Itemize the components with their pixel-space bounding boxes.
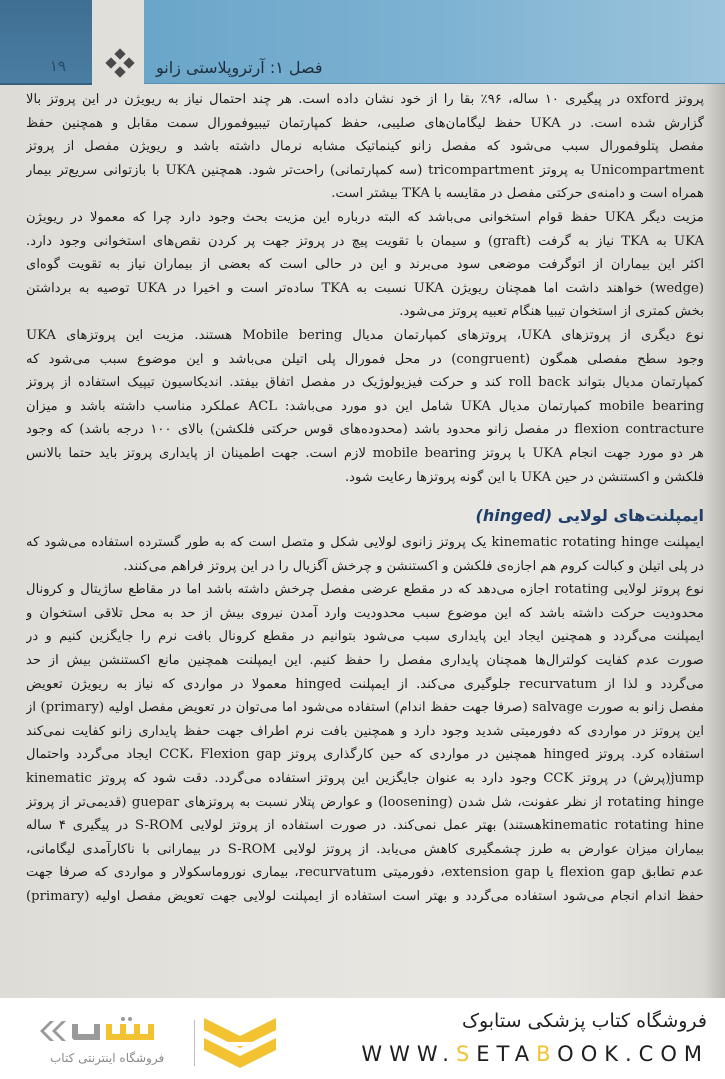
logo-tagline: فروشگاه اینترنتی کتاب: [50, 1051, 165, 1065]
text-line: استفاده کرد. پروتز hinged همچنین در مواردی که حین کارگذاری پروتز CCK، Flexion gap ایجاد می‌گردد واحتمال: [26, 747, 704, 763]
text-line: flexion contracture در مفصل زانو محدود باشد (محدوده‌های قوس حرکتی فلکشن) بالای ۱۰۰ درجه باشد) که وجود: [26, 422, 704, 438]
section-heading-en: (hinged): [475, 506, 553, 526]
text-line: mobile bearing کمپارتمان مدیال UKA شامل این دو مورد می‌باشد: ACL عملکرد مناسب داشته باشد و میزان: [26, 398, 704, 414]
text-line: صورت عدم کفایت کولترال‌ها همچنان پایداری مفصل را حفظ کنیم. این ایمپلنت همچنین مانع اکستنشن بیش از حد: [26, 653, 704, 669]
setabook-wordmark-icon: [36, 1016, 186, 1046]
diamond-ornament-icon: [104, 50, 136, 82]
text-line: گزارش شده است. در UKA حفظ لیگامان‌های صلیبی، حفظ کمپارتمان تیبیوفمورال سمت مقابل و همچنین حفظ: [26, 115, 704, 131]
setabook-chevron-logo-icon: [200, 1016, 280, 1068]
text-line: حفظ اندام انجام می‌شود استفاده می‌گردد و بهتر است استفاده از ایمپلنت لولایی جهت تعویض مفصل اولیه (primary): [26, 889, 704, 904]
url-part: OOK.COM: [557, 1042, 709, 1066]
shop-url[interactable]: [361, 1042, 709, 1066]
url-part: ETA: [476, 1042, 537, 1066]
text-line: نوع دیگری از پروتزهای UKA، پروتزهای کمپارتمان مدیال Mobile bering هستند. مزیت این پروتزهای UKA: [26, 327, 704, 343]
text-line: عدم تطابق flexion gap یا extension gap، دفورمیتی recurvatum، بیماری نوروماسکولار و مواردی که صرفا جهت: [26, 865, 704, 881]
text-line: این پروتز در مواردی که دفورمیتی شدید وجود دارد و همچنین بافت نرم اطراف جهت حفظ پایداری زانو کفایت نمی‌کند: [26, 723, 704, 739]
text-line: کمپارتمان مدیال بتواند roll back کند و حرکت فیزیولوژیک در مفصل اتفاق بیفتد. اندیکاسیون تیپیک استفاده از پروتز: [26, 375, 704, 391]
text-line: rotating hinge از نظر عفونت، شل شدن (loosening) و عوارض پتلار نسبت به پروتزهای guepar (قدیمی‌تر از پروتز: [26, 794, 704, 810]
text-line: UKA به TKA نیاز به گرفت (graft) و سیمان با تقویت پیچ در پروتز جهت پر کردن نقص‌های استخوانی وجود دارد.: [26, 233, 704, 249]
logo-divider: [194, 1020, 195, 1066]
text-line: در پلی اتیلن و کبالت کروم هم اجازه‌ی فلکشن و اکستنشن و چرخش آگزیال را در این پروتز فراهم می‌کنند.: [123, 558, 704, 574]
shop-name: فروشگاه کتاب پزشکی ستابوک: [461, 1010, 707, 1032]
text-line: نوع پروتز لولایی rotating اجازه می‌دهد که در مقطع عرضی مفصل چرخش داشته باشد اما در مقاطع ساژیتال و کرونال: [26, 582, 704, 598]
page-body: [26, 88, 704, 909]
paragraph-mobile-bearing: [26, 324, 704, 489]
paragraph-rotating-hinge: [26, 578, 704, 908]
text-line: kinematic rotating hineهستند) بهتر عمل نمی‌کند. در صورت استفاده از پروتز لولایی S-ROM در پیگیری ۴ ساله: [26, 818, 704, 834]
section-heading-fa: ایمپلنت‌های لولایی: [557, 506, 704, 526]
text-line: ایمپلنت می‌گردد و همچنین ایجاد این پایداری سبب می‌شود بتوانیم در مقطع کرونال بافت نرم را جایگزین کنیم و در: [26, 629, 704, 645]
url-part-highlight: S: [455, 1042, 477, 1066]
watermark-footer: [0, 998, 725, 1079]
chapter-title: فصل ۱: آرتروپلاستی زانو: [156, 58, 323, 77]
text-line: (wedge) خواهند داشت اما همچنان ریویژن UKA نسبت به TKA ساده‌تر است و اخیرا در UKA توصیه به برداشتن: [26, 280, 704, 296]
header-page-number-block: [0, 0, 92, 85]
text-line: پروتز oxford در پیگیری ۱۰ ساله، ۹۶٪ بقا را از خود نشان داده است. هر چند احتمال نیاز به ریویژن در این پروتز بالا: [26, 92, 704, 107]
text-line: می‌گردد و لذا از recurvatum جلوگیری می‌کند. از ایمپلنت hinged معمولا در مواردی که نیاز به ریویژن تعویض: [26, 676, 704, 692]
page-number: ۱۹: [49, 57, 66, 75]
paragraph-oxford: [26, 88, 704, 206]
text-line: اکثر این بیماران از اتوگرفت موضعی سود می‌برند و این در حالی است که بعضی از بیماران نیاز به تقویت گوه‌ای: [26, 257, 704, 273]
text-line: مزیت دیگر UKA حفظ قوام استخوانی می‌باشد که البته درباره این مزیت بحث وجود دارد چرا که معمولا در ریویژن: [26, 209, 704, 225]
text-line: ایمپلنت kinematic rotating hinge یک پروتز زانوی لولایی شکل و متصل است که به طور گسترده استفاده می‌شود که: [26, 535, 704, 551]
text-line: Unicompartment به پروتز tricompartment (سه کمپارتمانی) راحت‌تر شود. همچنین UKA با بازتوانی سریع‌تر بیمار: [26, 162, 704, 178]
text-line: بیماران میزان عوارض به طرز چشمگیری کاهش می‌یابد. از پروتز لولایی S-ROM در بیمارانی با ناکارآمدی لیگامانی،: [26, 841, 704, 857]
text-line: مفصل زانو به صورت salvage (صرفا جهت حفظ اندام) استفاده می‌شود اما می‌توان در تعویض مفصل اولیه (primary) از: [26, 700, 704, 716]
text-line: هر دو مورد جهت انجام UKA با پروتز mobile bearing لازم است. جهت اطمینان از پایداری پروتز باید حتما بالانس: [26, 445, 704, 461]
header-chapter-band: [144, 0, 725, 84]
text-line: همراه است و دامنه‌ی حرکتی مفصل در مقایسه با TKA بیشتر است.: [331, 186, 704, 202]
text-line: بخش کمتری از استخوان تیبیا هنگام تعبیه پروتز می‌شود.: [399, 304, 704, 320]
text-line: فلکشن و اکستنشن در حین UKA با این گونه پروتزها رعایت شود.: [344, 469, 704, 485]
text-line: jump(پرش) در پروتز CCK وجود دارد به عنوان جایگزین این پروتز استفاده می‌گردد. دقت شود که پروتز kinematic: [26, 771, 704, 787]
url-part-highlight: B: [536, 1042, 558, 1066]
paragraph-kinematic-hinge: [26, 531, 704, 578]
paragraph-bone-stock: [26, 206, 704, 324]
text-line: وجود سطح مفصلی همگون (congruent) در محل فمورال پلی اتیلن می‌باشد و این موضوع سبب می‌شود که: [26, 351, 704, 367]
url-part: WWW.: [361, 1042, 456, 1066]
text-line: محدودیت حرکت داشته باشد که این موضوع سبب محدودیت وارد آمدن نیروی بیش از حد به محل تلاقی استخوان و: [26, 605, 704, 621]
text-line: مفصل پتلوفمورال سبب می‌شود که مفصل زانو کینماتیک مشابه نرمال داشته باشد و ریویژن مفصل از پروتز: [26, 139, 704, 155]
section-heading-hinged: [26, 503, 704, 529]
